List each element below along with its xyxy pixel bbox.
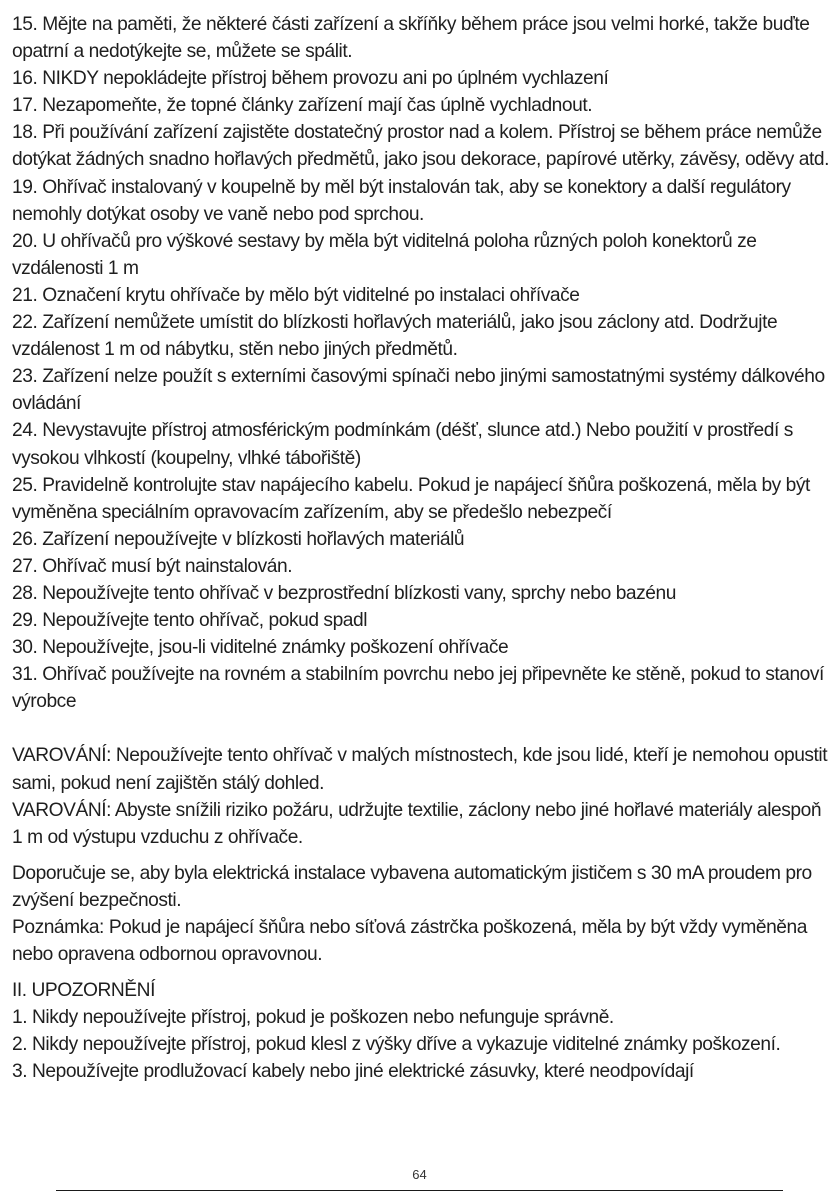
document-page bbox=[12, 11, 834, 1086]
recommendation-paragraph: Doporučuje se, aby byla elektrická instalace vybavena automatickým jističem s 30 mA proudem pro zvýšení bezpečnosti. bbox=[12, 862, 812, 911]
warning-paragraph: VAROVÁNÍ: Abyste snížili riziko požáru, udržujte textilie, záclony nebo jiné hořlavé materiály alespoň 1 m od výstupu vzduchu z ohřívače. bbox=[12, 799, 822, 848]
page-number: 64 bbox=[412, 1167, 427, 1182]
list-item-30: 30. Nepoužívejte, jsou-li viditelné známky poškození ohřívače bbox=[12, 637, 509, 659]
list-item-24: 24. Nevystavujte přístroj atmosférickým podmínkám (déšť, slunce atd.) Nebo použití v prostředí s vysokou vlhkostí (koupelny, vlhké tábořiště) bbox=[12, 420, 793, 469]
list-item-23: 23. Zařízení nelze použít s externími časovými spínači nebo jinými samostatnými systémy dálkového ovládání bbox=[12, 366, 825, 415]
list-item-19: 19. Ohřívač instalovaný v koupelně by měl být instalován tak, aby se konektory a další regulátory nemohly dotýkat osoby ve vaně nebo pod sprchou. bbox=[12, 176, 791, 225]
list-item-31: 31. Ohřívač používejte na rovném a stabilním povrchu nebo jej připevněte ke stěně, pokud to stanoví výrobce bbox=[12, 664, 824, 713]
list-item-26: 26. Zařízení nepoužívejte v blízkosti hořlavých materiálů bbox=[12, 528, 465, 550]
spacer bbox=[12, 968, 834, 977]
list-item-16: 16. NIKDY nepokládejte přístroj během provozu ani po úplném vychlazení bbox=[12, 68, 609, 90]
section-list-item: 3. Nepoužívejte prodlužovací kabely nebo jiné elektrické zásuvky, které neodpovídají bbox=[12, 1061, 694, 1083]
section-list-item: 1. Nikdy nepoužívejte přístroj, pokud je poškozen nebo nefunguje správně. bbox=[12, 1007, 614, 1029]
list-item-27: 27. Ohřívač musí být nainstalován. bbox=[12, 555, 293, 577]
list-item-20: 20. U ohřívačů pro výškové sestavy by měla být viditelná poloha různých poloh konektorů ze vzdálenosti 1 m bbox=[12, 230, 757, 279]
list-item-15: 15. Mějte na paměti, že některé části zařízení a skříňky během práce jsou velmi horké, takže buďte opatrní a nedotýkejte se, můžete se spálit. bbox=[12, 14, 810, 63]
spacer bbox=[12, 851, 834, 860]
section-heading: II. UPOZORNĚNÍ bbox=[12, 980, 155, 1002]
list-item-22: 22. Zařízení nemůžete umístit do blízkosti hořlavých materiálů, jako jsou záclony atd. Dodržujte vzdálenost 1 m od nábytku, stěn nebo jiných předmětů. bbox=[12, 312, 778, 361]
list-item-18: 18. Při používání zařízení zajistěte dostatečný prostor nad a kolem. Přístroj se během práce nemůže dotýkat žádných snadno hořlavých předmětů, jako jsou dekorace, papírové utěrky, závěsy, oděvy atd. bbox=[12, 122, 829, 171]
spacer bbox=[12, 715, 834, 742]
warning-paragraph: VAROVÁNÍ: Nepoužívejte tento ohřívač v malých místnostech, kde jsou lidé, kteří je nemohou opustit sami, pokud není zajištěn stálý dohled. bbox=[12, 745, 828, 794]
section-list-item: 2. Nikdy nepoužívejte přístroj, pokud klesl z výšky dříve a vykazuje viditelné známky poškození. bbox=[12, 1034, 781, 1056]
list-item-21: 21. Označení krytu ohřívače by mělo být viditelné po instalaci ohřívače bbox=[12, 284, 580, 306]
list-item-28: 28. Nepoužívejte tento ohřívač v bezprostřední blízkosti vany, sprchy nebo bazénu bbox=[12, 582, 676, 604]
note-paragraph: Poznámka: Pokud je napájecí šňůra nebo síťová zástrčka poškozená, měla by být vždy vyměněna nebo opravena odbornou opravovnou. bbox=[12, 917, 807, 966]
list-item-17: 17. Nezapomeňte, že topné články zařízení mají čas úplně vychladnout. bbox=[12, 95, 593, 117]
list-item-29: 29. Nepoužívejte tento ohřívač, pokud spadl bbox=[12, 610, 368, 632]
list-item-25: 25. Pravidelně kontrolujte stav napájecího kabelu. Pokud je napájecí šňůra poškozená, měla by být vyměněna speciálním opravovacím zařízením, aby se předešlo nebezpečí bbox=[12, 474, 810, 523]
